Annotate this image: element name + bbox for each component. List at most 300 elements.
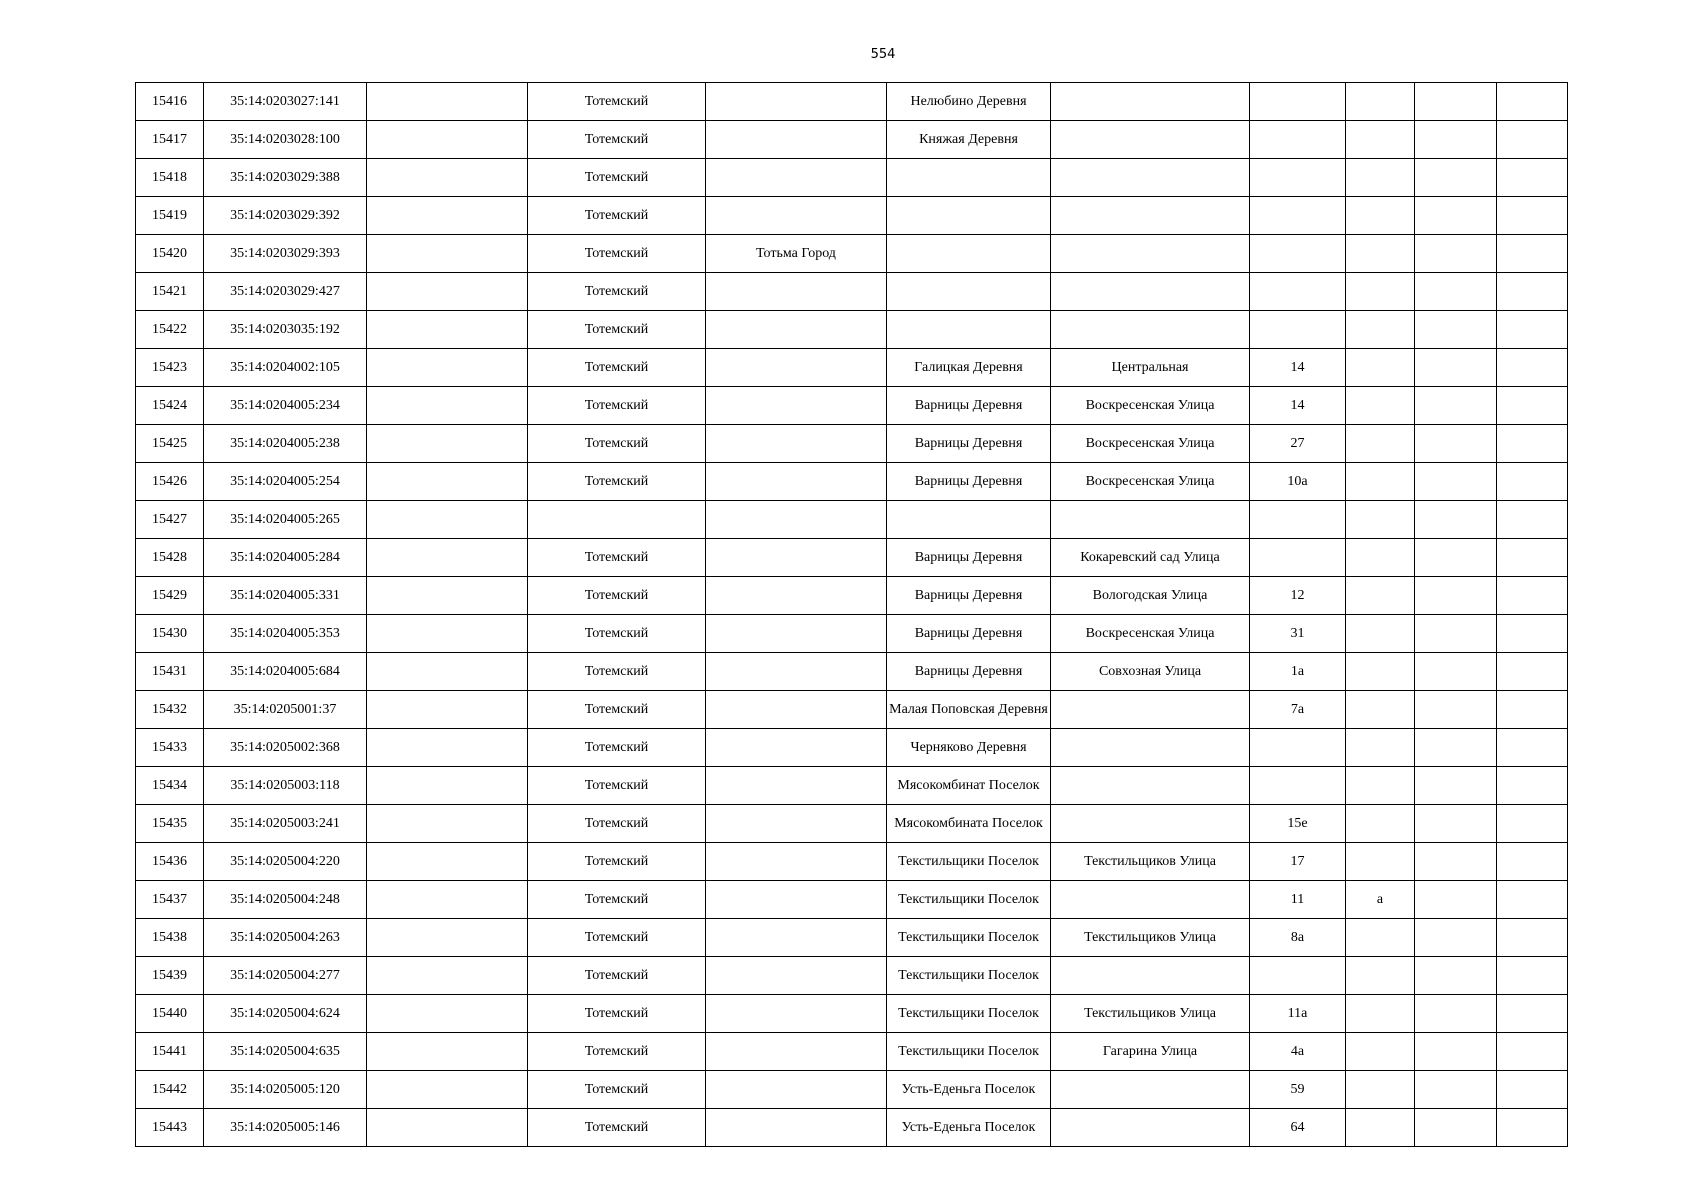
blank-cell xyxy=(367,311,528,349)
street-cell xyxy=(1051,501,1250,539)
street-cell: Воскресенская Улица xyxy=(1051,425,1250,463)
cadastral-number-cell: 35:14:0204005:331 xyxy=(204,577,367,615)
blank-cell xyxy=(367,995,528,1033)
blank-cell xyxy=(1415,919,1497,957)
blank-cell xyxy=(1497,615,1568,653)
blank-cell xyxy=(367,653,528,691)
table-row xyxy=(136,805,1568,843)
locality-cell: Варницы Деревня xyxy=(887,463,1051,501)
city-cell xyxy=(706,273,887,311)
blank-cell xyxy=(1497,805,1568,843)
blank-cell xyxy=(1497,653,1568,691)
locality-cell: Мясокомбината Поселок xyxy=(887,805,1051,843)
locality-cell: Варницы Деревня xyxy=(887,425,1051,463)
house-number-cell: 64 xyxy=(1250,1109,1346,1147)
district-cell: Тотемский xyxy=(528,767,706,805)
row-number-cell: 15428 xyxy=(136,539,204,577)
city-cell xyxy=(706,121,887,159)
locality-cell xyxy=(887,197,1051,235)
city-cell xyxy=(706,881,887,919)
blank-cell xyxy=(1415,121,1497,159)
locality-cell: Текстильщики Поселок xyxy=(887,995,1051,1033)
district-cell: Тотемский xyxy=(528,273,706,311)
blank-cell xyxy=(1415,463,1497,501)
house-number-cell xyxy=(1250,197,1346,235)
locality-cell: Галицкая Деревня xyxy=(887,349,1051,387)
cadastral-number-cell: 35:14:0203029:392 xyxy=(204,197,367,235)
district-cell: Тотемский xyxy=(528,615,706,653)
blank-cell xyxy=(1415,881,1497,919)
building-cell xyxy=(1346,1033,1415,1071)
row-number-cell: 15437 xyxy=(136,881,204,919)
row-number-cell: 15433 xyxy=(136,729,204,767)
district-cell: Тотемский xyxy=(528,653,706,691)
table-row xyxy=(136,197,1568,235)
district-cell: Тотемский xyxy=(528,881,706,919)
row-number-cell: 15417 xyxy=(136,121,204,159)
house-number-cell: 4а xyxy=(1250,1033,1346,1071)
blank-cell xyxy=(367,349,528,387)
district-cell: Тотемский xyxy=(528,1071,706,1109)
row-number-cell: 15442 xyxy=(136,1071,204,1109)
blank-cell xyxy=(367,463,528,501)
house-number-cell xyxy=(1250,121,1346,159)
cadastral-number-cell: 35:14:0203035:192 xyxy=(204,311,367,349)
blank-cell xyxy=(1497,995,1568,1033)
row-number-cell: 15436 xyxy=(136,843,204,881)
building-cell xyxy=(1346,539,1415,577)
district-cell: Тотемский xyxy=(528,919,706,957)
locality-cell: Мясокомбинат Поселок xyxy=(887,767,1051,805)
cadastral-number-cell: 35:14:0204005:684 xyxy=(204,653,367,691)
cadastral-number-cell: 35:14:0205005:120 xyxy=(204,1071,367,1109)
cadastral-number-cell: 35:14:0205003:241 xyxy=(204,805,367,843)
building-cell xyxy=(1346,501,1415,539)
blank-cell xyxy=(1415,1033,1497,1071)
locality-cell xyxy=(887,501,1051,539)
cadastral-number-cell: 35:14:0204005:265 xyxy=(204,501,367,539)
city-cell: Тотьма Город xyxy=(706,235,887,273)
blank-cell xyxy=(1415,691,1497,729)
table-row xyxy=(136,767,1568,805)
blank-cell xyxy=(1415,729,1497,767)
cadastral-number-cell: 35:14:0203029:388 xyxy=(204,159,367,197)
locality-cell: Варницы Деревня xyxy=(887,577,1051,615)
row-number-cell: 15427 xyxy=(136,501,204,539)
city-cell xyxy=(706,425,887,463)
building-cell xyxy=(1346,235,1415,273)
building-cell xyxy=(1346,615,1415,653)
city-cell xyxy=(706,311,887,349)
locality-cell: Варницы Деревня xyxy=(887,539,1051,577)
city-cell xyxy=(706,577,887,615)
building-cell xyxy=(1346,387,1415,425)
house-number-cell xyxy=(1250,311,1346,349)
cadastral-number-cell: 35:14:0205004:624 xyxy=(204,995,367,1033)
cadastral-number-cell: 35:14:0204005:284 xyxy=(204,539,367,577)
street-cell xyxy=(1051,197,1250,235)
cadastral-number-cell: 35:14:0204005:254 xyxy=(204,463,367,501)
house-number-cell xyxy=(1250,273,1346,311)
district-cell: Тотемский xyxy=(528,1109,706,1147)
district-cell: Тотемский xyxy=(528,577,706,615)
blank-cell xyxy=(1497,197,1568,235)
building-cell xyxy=(1346,197,1415,235)
building-cell xyxy=(1346,995,1415,1033)
building-cell xyxy=(1346,691,1415,729)
city-cell xyxy=(706,919,887,957)
locality-cell: Варницы Деревня xyxy=(887,387,1051,425)
row-number-cell: 15429 xyxy=(136,577,204,615)
district-cell: Тотемский xyxy=(528,995,706,1033)
cadastral-number-cell: 35:14:0204005:353 xyxy=(204,615,367,653)
locality-cell: Текстильщики Поселок xyxy=(887,843,1051,881)
row-number-cell: 15434 xyxy=(136,767,204,805)
blank-cell xyxy=(367,273,528,311)
row-number-cell: 15440 xyxy=(136,995,204,1033)
blank-cell xyxy=(367,387,528,425)
blank-cell xyxy=(1497,919,1568,957)
blank-cell xyxy=(1497,83,1568,121)
locality-cell xyxy=(887,311,1051,349)
blank-cell xyxy=(1415,349,1497,387)
cadastral-number-cell: 35:14:0205003:118 xyxy=(204,767,367,805)
locality-cell: Нелюбино Деревня xyxy=(887,83,1051,121)
city-cell xyxy=(706,83,887,121)
district-cell: Тотемский xyxy=(528,843,706,881)
table-row xyxy=(136,919,1568,957)
blank-cell xyxy=(367,577,528,615)
street-cell: Текстильщиков Улица xyxy=(1051,919,1250,957)
row-number-cell: 15424 xyxy=(136,387,204,425)
blank-cell xyxy=(1415,83,1497,121)
cadastral-number-cell: 35:14:0203029:427 xyxy=(204,273,367,311)
row-number-cell: 15431 xyxy=(136,653,204,691)
house-number-cell xyxy=(1250,539,1346,577)
table-row xyxy=(136,349,1568,387)
street-cell: Совхозная Улица xyxy=(1051,653,1250,691)
building-cell xyxy=(1346,83,1415,121)
building-cell xyxy=(1346,121,1415,159)
district-cell: Тотемский xyxy=(528,311,706,349)
cadastral-number-cell: 35:14:0204002:105 xyxy=(204,349,367,387)
city-cell xyxy=(706,729,887,767)
cadastral-number-cell: 35:14:0204005:234 xyxy=(204,387,367,425)
building-cell xyxy=(1346,425,1415,463)
cadastral-number-cell: 35:14:0205001:37 xyxy=(204,691,367,729)
cadastral-number-cell: 35:14:0205004:277 xyxy=(204,957,367,995)
table-row xyxy=(136,1071,1568,1109)
house-number-cell: 11а xyxy=(1250,995,1346,1033)
table-body xyxy=(136,83,1568,1147)
building-cell xyxy=(1346,311,1415,349)
blank-cell xyxy=(1415,805,1497,843)
district-cell xyxy=(528,501,706,539)
blank-cell xyxy=(367,1071,528,1109)
locality-cell: Варницы Деревня xyxy=(887,615,1051,653)
table-row xyxy=(136,425,1568,463)
house-number-cell xyxy=(1250,957,1346,995)
blank-cell xyxy=(1497,235,1568,273)
blank-cell xyxy=(1415,577,1497,615)
table-row xyxy=(136,159,1568,197)
street-cell xyxy=(1051,767,1250,805)
city-cell xyxy=(706,843,887,881)
row-number-cell: 15419 xyxy=(136,197,204,235)
house-number-cell: 12 xyxy=(1250,577,1346,615)
locality-cell: Текстильщики Поселок xyxy=(887,881,1051,919)
building-cell xyxy=(1346,653,1415,691)
blank-cell xyxy=(1497,311,1568,349)
blank-cell xyxy=(367,1109,528,1147)
district-cell: Тотемский xyxy=(528,691,706,729)
table-row xyxy=(136,615,1568,653)
row-number-cell: 15423 xyxy=(136,349,204,387)
blank-cell xyxy=(1497,349,1568,387)
street-cell xyxy=(1051,121,1250,159)
blank-cell xyxy=(1415,235,1497,273)
blank-cell xyxy=(1415,843,1497,881)
building-cell xyxy=(1346,919,1415,957)
blank-cell xyxy=(1497,767,1568,805)
table-row xyxy=(136,1033,1568,1071)
district-cell: Тотемский xyxy=(528,83,706,121)
house-number-cell: 17 xyxy=(1250,843,1346,881)
table-row xyxy=(136,577,1568,615)
table-row xyxy=(136,273,1568,311)
city-cell xyxy=(706,463,887,501)
blank-cell xyxy=(367,235,528,273)
house-number-cell xyxy=(1250,83,1346,121)
street-cell xyxy=(1051,273,1250,311)
district-cell: Тотемский xyxy=(528,159,706,197)
house-number-cell: 14 xyxy=(1250,349,1346,387)
city-cell xyxy=(706,615,887,653)
blank-cell xyxy=(1415,653,1497,691)
row-number-cell: 15421 xyxy=(136,273,204,311)
table-row xyxy=(136,691,1568,729)
blank-cell xyxy=(367,843,528,881)
cadastral-number-cell: 35:14:0205004:220 xyxy=(204,843,367,881)
locality-cell xyxy=(887,159,1051,197)
blank-cell xyxy=(1497,121,1568,159)
house-number-cell: 8а xyxy=(1250,919,1346,957)
row-number-cell: 15422 xyxy=(136,311,204,349)
table-row xyxy=(136,843,1568,881)
street-cell xyxy=(1051,805,1250,843)
city-cell xyxy=(706,1071,887,1109)
row-number-cell: 15438 xyxy=(136,919,204,957)
district-cell: Тотемский xyxy=(528,1033,706,1071)
district-cell: Тотемский xyxy=(528,235,706,273)
district-cell: Тотемский xyxy=(528,463,706,501)
row-number-cell: 15435 xyxy=(136,805,204,843)
city-cell xyxy=(706,767,887,805)
blank-cell xyxy=(1497,729,1568,767)
cadastral-number-cell: 35:14:0203029:393 xyxy=(204,235,367,273)
page-number: 554 xyxy=(870,47,896,62)
blank-cell xyxy=(1415,1109,1497,1147)
cadastral-number-cell: 35:14:0205004:263 xyxy=(204,919,367,957)
district-cell: Тотемский xyxy=(528,197,706,235)
house-number-cell: 14 xyxy=(1250,387,1346,425)
district-cell: Тотемский xyxy=(528,387,706,425)
building-cell xyxy=(1346,729,1415,767)
building-cell xyxy=(1346,577,1415,615)
table-row xyxy=(136,881,1568,919)
blank-cell xyxy=(1415,615,1497,653)
row-number-cell: 15443 xyxy=(136,1109,204,1147)
house-number-cell xyxy=(1250,501,1346,539)
row-number-cell: 15425 xyxy=(136,425,204,463)
blank-cell xyxy=(1497,1109,1568,1147)
building-cell xyxy=(1346,349,1415,387)
district-cell: Тотемский xyxy=(528,539,706,577)
house-number-cell xyxy=(1250,159,1346,197)
blank-cell xyxy=(1497,387,1568,425)
table-row xyxy=(136,83,1568,121)
row-number-cell: 15426 xyxy=(136,463,204,501)
district-cell: Тотемский xyxy=(528,805,706,843)
locality-cell xyxy=(887,235,1051,273)
city-cell xyxy=(706,1109,887,1147)
locality-cell: Малая Поповская Деревня xyxy=(887,691,1051,729)
blank-cell xyxy=(367,919,528,957)
blank-cell xyxy=(1497,881,1568,919)
city-cell xyxy=(706,805,887,843)
street-cell: Текстильщиков Улица xyxy=(1051,995,1250,1033)
blank-cell xyxy=(367,767,528,805)
blank-cell xyxy=(1415,311,1497,349)
house-number-cell xyxy=(1250,767,1346,805)
locality-cell xyxy=(887,273,1051,311)
blank-cell xyxy=(367,121,528,159)
row-number-cell: 15432 xyxy=(136,691,204,729)
table-row xyxy=(136,957,1568,995)
blank-cell xyxy=(1497,843,1568,881)
blank-cell xyxy=(367,881,528,919)
city-cell xyxy=(706,691,887,729)
house-number-cell: 27 xyxy=(1250,425,1346,463)
city-cell xyxy=(706,995,887,1033)
blank-cell xyxy=(1497,1033,1568,1071)
house-number-cell: 10а xyxy=(1250,463,1346,501)
house-number-cell: 11 xyxy=(1250,881,1346,919)
cadastral-number-cell: 35:14:0205002:368 xyxy=(204,729,367,767)
blank-cell xyxy=(367,197,528,235)
district-cell: Тотемский xyxy=(528,425,706,463)
building-cell xyxy=(1346,843,1415,881)
cadastral-number-cell: 35:14:0205005:146 xyxy=(204,1109,367,1147)
building-cell xyxy=(1346,159,1415,197)
table-row xyxy=(136,729,1568,767)
table-row xyxy=(136,995,1568,1033)
blank-cell xyxy=(1415,425,1497,463)
blank-cell xyxy=(1497,501,1568,539)
locality-cell: Текстильщики Поселок xyxy=(887,957,1051,995)
blank-cell xyxy=(1497,1071,1568,1109)
city-cell xyxy=(706,387,887,425)
cadastral-number-cell: 35:14:0205004:248 xyxy=(204,881,367,919)
blank-cell xyxy=(1497,425,1568,463)
building-cell xyxy=(1346,1109,1415,1147)
blank-cell xyxy=(1415,159,1497,197)
blank-cell xyxy=(1497,957,1568,995)
locality-cell: Княжая Деревня xyxy=(887,121,1051,159)
city-cell xyxy=(706,501,887,539)
city-cell xyxy=(706,197,887,235)
table-row xyxy=(136,235,1568,273)
house-number-cell xyxy=(1250,235,1346,273)
blank-cell xyxy=(1415,957,1497,995)
blank-cell xyxy=(367,615,528,653)
street-cell: Воскресенская Улица xyxy=(1051,463,1250,501)
street-cell xyxy=(1051,235,1250,273)
blank-cell xyxy=(367,425,528,463)
blank-cell xyxy=(367,1033,528,1071)
blank-cell xyxy=(367,957,528,995)
house-number-cell: 7а xyxy=(1250,691,1346,729)
building-cell xyxy=(1346,463,1415,501)
district-cell: Тотемский xyxy=(528,121,706,159)
blank-cell xyxy=(1415,1071,1497,1109)
city-cell xyxy=(706,653,887,691)
blank-cell xyxy=(1497,539,1568,577)
street-cell xyxy=(1051,957,1250,995)
row-number-cell: 15420 xyxy=(136,235,204,273)
street-cell xyxy=(1051,881,1250,919)
street-cell xyxy=(1051,1109,1250,1147)
blank-cell xyxy=(1415,197,1497,235)
street-cell xyxy=(1051,311,1250,349)
street-cell: Воскресенская Улица xyxy=(1051,615,1250,653)
blank-cell xyxy=(1415,767,1497,805)
house-number-cell: 31 xyxy=(1250,615,1346,653)
table-row xyxy=(136,463,1568,501)
row-number-cell: 15416 xyxy=(136,83,204,121)
street-cell: Кокаревский сад Улица xyxy=(1051,539,1250,577)
city-cell xyxy=(706,539,887,577)
house-number-cell: 1а xyxy=(1250,653,1346,691)
blank-cell xyxy=(1497,463,1568,501)
district-cell: Тотемский xyxy=(528,349,706,387)
locality-cell: Черняково Деревня xyxy=(887,729,1051,767)
street-cell xyxy=(1051,1071,1250,1109)
blank-cell xyxy=(1415,273,1497,311)
city-cell xyxy=(706,1033,887,1071)
property-register-table xyxy=(135,82,1568,1147)
table-row xyxy=(136,653,1568,691)
street-cell: Центральная xyxy=(1051,349,1250,387)
blank-cell xyxy=(1415,539,1497,577)
blank-cell xyxy=(367,159,528,197)
blank-cell xyxy=(1497,577,1568,615)
street-cell xyxy=(1051,729,1250,767)
row-number-cell: 15430 xyxy=(136,615,204,653)
street-cell: Гагарина Улица xyxy=(1051,1033,1250,1071)
locality-cell: Текстильщики Поселок xyxy=(887,1033,1051,1071)
table-row xyxy=(136,311,1568,349)
building-cell xyxy=(1346,1071,1415,1109)
blank-cell xyxy=(1415,995,1497,1033)
blank-cell xyxy=(1497,691,1568,729)
row-number-cell: 15439 xyxy=(136,957,204,995)
street-cell xyxy=(1051,691,1250,729)
district-cell: Тотемский xyxy=(528,729,706,767)
blank-cell xyxy=(367,501,528,539)
table-row xyxy=(136,387,1568,425)
city-cell xyxy=(706,349,887,387)
